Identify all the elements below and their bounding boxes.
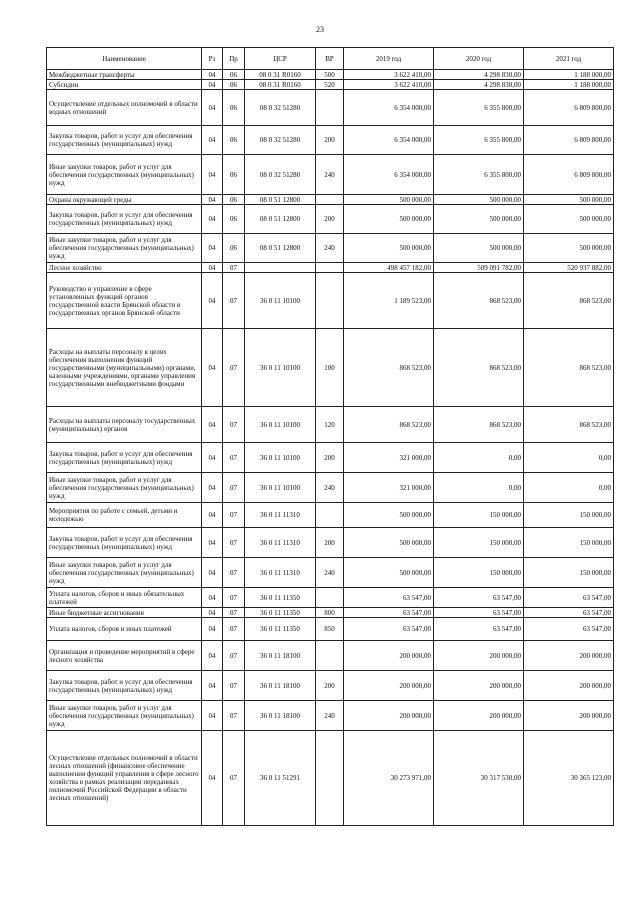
row-vr: 200 xyxy=(316,443,344,473)
row-pr: 06 xyxy=(223,195,245,205)
row-name: Лесное хозяйство xyxy=(47,263,202,273)
row-pr: 06 xyxy=(223,126,245,155)
row-pr: 07 xyxy=(223,263,245,273)
row-amount-2019: 30 273 971,00 xyxy=(344,731,434,826)
row-csr: 08 0 32 51280 xyxy=(245,155,316,195)
row-amount-2019: 500 000,00 xyxy=(344,528,434,558)
row-amount-2019: 3 622 410,00 xyxy=(344,70,434,80)
row-pr: 07 xyxy=(223,273,245,329)
row-amount-2021: 63 547,00 xyxy=(524,618,614,641)
row-csr: 36 0 11 10100 xyxy=(245,329,316,407)
row-amount-2020: 150 000,00 xyxy=(434,558,524,588)
table-row xyxy=(47,263,614,273)
row-csr: 08 0 32 51280 xyxy=(245,90,316,126)
row-name: Уплата налогов, сборов и иных платежей xyxy=(47,618,202,641)
table-row xyxy=(47,473,614,503)
row-amount-2019: 63 547,00 xyxy=(344,618,434,641)
row-csr: 36 0 11 18100 xyxy=(245,671,316,701)
table-row xyxy=(47,407,614,443)
row-pr: 06 xyxy=(223,90,245,126)
row-name: Охрана окружающей среды xyxy=(47,195,202,205)
row-pr: 07 xyxy=(223,503,245,528)
row-amount-2021: 6 809 800,00 xyxy=(524,90,614,126)
row-amount-2020: 4 298 830,00 xyxy=(434,80,524,90)
row-pr: 07 xyxy=(223,608,245,618)
row-csr: 36 0 11 11350 xyxy=(245,588,316,608)
row-vr: 240 xyxy=(316,701,344,731)
header-rz: Рз xyxy=(202,48,223,70)
row-amount-2019: 500 000,00 xyxy=(344,234,434,263)
row-amount-2020: 6 355 800,00 xyxy=(434,90,524,126)
row-rz: 04 xyxy=(202,608,223,618)
row-csr: 36 0 11 10100 xyxy=(245,407,316,443)
row-amount-2019: 63 547,00 xyxy=(344,588,434,608)
row-amount-2021: 0,00 xyxy=(524,443,614,473)
row-vr: 200 xyxy=(316,671,344,701)
row-name: Иные закупки товаров, работ и услуг для обеспечения государственных (муниципальных) нужд xyxy=(47,701,202,731)
row-pr: 07 xyxy=(223,407,245,443)
row-rz: 04 xyxy=(202,528,223,558)
row-name: Расходы на выплаты персоналу в целях обеспечения выполнения функций государственными (муниципальными) органами, казенными учреждениями, органами управления государственными внебюджетными фондами xyxy=(47,329,202,407)
row-vr xyxy=(316,195,344,205)
row-name: Закупка товаров, работ и услуг для обеспечения государственных (муниципальных) нужд xyxy=(47,205,202,234)
row-amount-2021: 150 000,00 xyxy=(524,503,614,528)
row-pr: 07 xyxy=(223,618,245,641)
row-amount-2021: 6 809 800,00 xyxy=(524,126,614,155)
row-rz: 04 xyxy=(202,407,223,443)
row-csr: 08 0 51 12800 xyxy=(245,234,316,263)
row-amount-2019: 200 000,00 xyxy=(344,641,434,671)
row-pr: 06 xyxy=(223,205,245,234)
row-amount-2020: 200 000,00 xyxy=(434,671,524,701)
row-csr: 08 0 51 12800 xyxy=(245,195,316,205)
row-rz: 04 xyxy=(202,126,223,155)
row-name: Мероприятия по работе с семьей, детьми и молодежью xyxy=(47,503,202,528)
row-vr: 100 xyxy=(316,329,344,407)
row-vr: 800 xyxy=(316,608,344,618)
row-amount-2020: 509 091 782,00 xyxy=(434,263,524,273)
row-vr: 240 xyxy=(316,155,344,195)
row-vr: 520 xyxy=(316,80,344,90)
table-row xyxy=(47,70,614,80)
row-vr xyxy=(316,588,344,608)
row-rz: 04 xyxy=(202,701,223,731)
table-row xyxy=(47,731,614,826)
table-row xyxy=(47,273,614,329)
row-vr: 240 xyxy=(316,234,344,263)
row-amount-2020: 500 000,00 xyxy=(434,195,524,205)
row-vr xyxy=(316,731,344,826)
row-vr: 240 xyxy=(316,473,344,503)
row-amount-2020: 6 355 800,00 xyxy=(434,155,524,195)
row-vr xyxy=(316,90,344,126)
table-body xyxy=(47,70,614,826)
table-row xyxy=(47,528,614,558)
row-amount-2021: 868 523,00 xyxy=(524,329,614,407)
row-pr: 07 xyxy=(223,701,245,731)
budget-table xyxy=(46,47,614,826)
row-rz: 04 xyxy=(202,205,223,234)
row-csr: 36 0 11 11310 xyxy=(245,558,316,588)
row-amount-2019: 500 000,00 xyxy=(344,205,434,234)
row-vr xyxy=(316,273,344,329)
row-csr: 36 0 11 10100 xyxy=(245,473,316,503)
row-amount-2021: 200 000,00 xyxy=(524,671,614,701)
row-vr xyxy=(316,641,344,671)
row-amount-2020: 868 523,00 xyxy=(434,329,524,407)
row-vr: 120 xyxy=(316,407,344,443)
row-amount-2020: 150 000,00 xyxy=(434,503,524,528)
row-name: Осуществление отдельных полномочий в области лесных отношений (финансовое обеспечение выполнения функций управления в сфере лесного хозяйства в рамках реализации переданных полномочий Российской Федерации в области лесных отношений) xyxy=(47,731,202,826)
table-row xyxy=(47,608,614,618)
row-amount-2020: 0,00 xyxy=(434,443,524,473)
row-amount-2021: 1 188 000,00 xyxy=(524,70,614,80)
row-csr: 36 0 11 18100 xyxy=(245,701,316,731)
row-amount-2020: 200 000,00 xyxy=(434,701,524,731)
header-csr: ЦСР xyxy=(245,48,316,70)
row-vr: 200 xyxy=(316,126,344,155)
row-amount-2019: 868 523,00 xyxy=(344,407,434,443)
row-rz: 04 xyxy=(202,641,223,671)
row-amount-2019: 321 000,00 xyxy=(344,443,434,473)
table-row xyxy=(47,90,614,126)
row-amount-2020: 150 000,00 xyxy=(434,528,524,558)
table-row xyxy=(47,588,614,608)
row-csr: 36 0 11 11310 xyxy=(245,503,316,528)
row-amount-2019: 200 000,00 xyxy=(344,671,434,701)
row-name: Уплата налогов, сборов и иных обязательных платежей xyxy=(47,588,202,608)
row-amount-2021: 868 523,00 xyxy=(524,273,614,329)
table-row xyxy=(47,80,614,90)
row-amount-2020: 30 317 530,00 xyxy=(434,731,524,826)
row-pr: 07 xyxy=(223,671,245,701)
row-rz: 04 xyxy=(202,443,223,473)
row-amount-2019: 6 354 000,00 xyxy=(344,90,434,126)
table-row xyxy=(47,443,614,473)
row-pr: 06 xyxy=(223,234,245,263)
row-name: Иные закупки товаров, работ и услуг для обеспечения государственных (муниципальных) нужд xyxy=(47,234,202,263)
row-rz: 04 xyxy=(202,155,223,195)
table-header-row xyxy=(47,48,614,70)
row-name: Закупка товаров, работ и услуг для обеспечения государственных (муниципальных) нужд xyxy=(47,443,202,473)
row-vr xyxy=(316,263,344,273)
row-amount-2020: 200 000,00 xyxy=(434,641,524,671)
header-2019: 2019 год xyxy=(344,48,434,70)
row-pr: 07 xyxy=(223,641,245,671)
row-pr: 06 xyxy=(223,70,245,80)
row-rz: 04 xyxy=(202,329,223,407)
row-rz: 04 xyxy=(202,273,223,329)
row-amount-2021: 150 000,00 xyxy=(524,528,614,558)
row-name: Закупка товаров, работ и услуг для обеспечения государственных (муниципальных) нужд xyxy=(47,126,202,155)
row-csr: 36 0 11 11310 xyxy=(245,528,316,558)
row-vr: 850 xyxy=(316,618,344,641)
row-amount-2021: 500 000,00 xyxy=(524,234,614,263)
row-pr: 07 xyxy=(223,443,245,473)
row-csr: 36 0 11 10100 xyxy=(245,273,316,329)
row-amount-2021: 63 547,00 xyxy=(524,588,614,608)
page-number: 23 xyxy=(316,25,324,34)
row-pr: 07 xyxy=(223,528,245,558)
row-name: Иные закупки товаров, работ и услуг для обеспечения государственных (муниципальных) нужд xyxy=(47,558,202,588)
row-amount-2021: 0,00 xyxy=(524,473,614,503)
row-csr: 36 0 11 11350 xyxy=(245,608,316,618)
row-name: Иные бюджетные ассигнования xyxy=(47,608,202,618)
row-amount-2021: 500 000,00 xyxy=(524,195,614,205)
row-amount-2019: 500 000,00 xyxy=(344,558,434,588)
table-row xyxy=(47,234,614,263)
table-row xyxy=(47,155,614,195)
row-amount-2021: 150 000,00 xyxy=(524,558,614,588)
row-vr: 240 xyxy=(316,558,344,588)
row-rz: 04 xyxy=(202,671,223,701)
row-amount-2019: 63 547,00 xyxy=(344,608,434,618)
row-amount-2021: 63 547,00 xyxy=(524,608,614,618)
row-rz: 04 xyxy=(202,588,223,608)
row-name: Осуществление отдельных полномочий в области водных отношений xyxy=(47,90,202,126)
table-row xyxy=(47,126,614,155)
row-rz: 04 xyxy=(202,80,223,90)
header-vr: ВР xyxy=(316,48,344,70)
row-amount-2019: 868 523,00 xyxy=(344,329,434,407)
row-name: Межбюджетные трансферты xyxy=(47,70,202,80)
row-rz: 04 xyxy=(202,558,223,588)
row-pr: 07 xyxy=(223,473,245,503)
row-amount-2021: 200 000,00 xyxy=(524,641,614,671)
row-rz: 04 xyxy=(202,90,223,126)
table-row xyxy=(47,671,614,701)
row-pr: 07 xyxy=(223,588,245,608)
row-amount-2019: 200 000,00 xyxy=(344,701,434,731)
row-name: Субсидии xyxy=(47,80,202,90)
row-amount-2021: 1 188 000,00 xyxy=(524,80,614,90)
row-amount-2019: 6 354 000,00 xyxy=(344,126,434,155)
row-amount-2021: 500 000,00 xyxy=(524,205,614,234)
row-amount-2019: 500 000,00 xyxy=(344,503,434,528)
row-rz: 04 xyxy=(202,234,223,263)
row-rz: 04 xyxy=(202,503,223,528)
row-amount-2021: 200 000,00 xyxy=(524,701,614,731)
row-vr: 200 xyxy=(316,528,344,558)
row-rz: 04 xyxy=(202,263,223,273)
row-csr: 08 0 32 51280 xyxy=(245,126,316,155)
row-pr: 07 xyxy=(223,558,245,588)
row-amount-2020: 500 000,00 xyxy=(434,205,524,234)
row-vr xyxy=(316,503,344,528)
row-amount-2019: 500 000,00 xyxy=(344,195,434,205)
table-row xyxy=(47,641,614,671)
row-amount-2019: 321 000,00 xyxy=(344,473,434,503)
header-2020: 2020 год xyxy=(434,48,524,70)
row-name: Руководство и управление в сфере установленных функций органов государственной власти Брянской области и государственных органов Брянской области xyxy=(47,273,202,329)
row-amount-2021: 868 523,00 xyxy=(524,407,614,443)
row-vr: 200 xyxy=(316,205,344,234)
row-name: Иные закупки товаров, работ и услуг для обеспечения государственных (муниципальных) нужд xyxy=(47,155,202,195)
row-amount-2019: 1 189 523,00 xyxy=(344,273,434,329)
table-row xyxy=(47,503,614,528)
row-csr: 36 0 11 18100 xyxy=(245,641,316,671)
row-csr: 36 0 11 10100 xyxy=(245,443,316,473)
row-amount-2020: 868 523,00 xyxy=(434,407,524,443)
table-row xyxy=(47,195,614,205)
row-amount-2021: 30 365 123,00 xyxy=(524,731,614,826)
row-csr: 36 0 11 11350 xyxy=(245,618,316,641)
row-amount-2020: 63 547,00 xyxy=(434,588,524,608)
row-csr: 36 0 11 51291 xyxy=(245,731,316,826)
header-name: Наименование xyxy=(47,48,202,70)
row-amount-2020: 4 298 830,00 xyxy=(434,70,524,80)
row-rz: 04 xyxy=(202,70,223,80)
row-csr xyxy=(245,263,316,273)
row-amount-2020: 6 355 800,00 xyxy=(434,126,524,155)
header-2021: 2021 год xyxy=(524,48,614,70)
row-amount-2019: 6 354 000,00 xyxy=(344,155,434,195)
row-amount-2020: 500 000,00 xyxy=(434,234,524,263)
header-pr: Пр xyxy=(223,48,245,70)
table-row xyxy=(47,329,614,407)
table-row xyxy=(47,205,614,234)
row-name: Закупка товаров, работ и услуг для обеспечения государственных (муниципальных) нужд xyxy=(47,528,202,558)
row-amount-2020: 63 547,00 xyxy=(434,618,524,641)
row-amount-2021: 6 809 800,00 xyxy=(524,155,614,195)
row-name: Организация и проведение мероприятий в сфере лесного хозяйства xyxy=(47,641,202,671)
table-row xyxy=(47,701,614,731)
row-csr: 08 0 31 R0160 xyxy=(245,70,316,80)
row-pr: 07 xyxy=(223,731,245,826)
table-row xyxy=(47,618,614,641)
row-name: Расходы на выплаты персоналу государственных (муниципальных) органов xyxy=(47,407,202,443)
row-vr: 500 xyxy=(316,70,344,80)
row-amount-2019: 498 457 182,00 xyxy=(344,263,434,273)
row-amount-2020: 868 523,00 xyxy=(434,273,524,329)
row-name: Закупка товаров, работ и услуг для обеспечения государственных (муниципальных) нужд xyxy=(47,671,202,701)
row-rz: 04 xyxy=(202,731,223,826)
row-amount-2019: 3 622 410,00 xyxy=(344,80,434,90)
row-csr: 08 0 51 12800 xyxy=(245,205,316,234)
row-amount-2020: 63 547,00 xyxy=(434,608,524,618)
row-name: Иные закупки товаров, работ и услуг для обеспечения государственных (муниципальных) нужд xyxy=(47,473,202,503)
row-amount-2020: 0,00 xyxy=(434,473,524,503)
row-pr: 06 xyxy=(223,80,245,90)
row-pr: 06 xyxy=(223,155,245,195)
row-rz: 04 xyxy=(202,473,223,503)
table-row xyxy=(47,558,614,588)
row-rz: 04 xyxy=(202,618,223,641)
row-csr: 08 0 31 R0160 xyxy=(245,80,316,90)
row-amount-2021: 520 937 882,00 xyxy=(524,263,614,273)
row-pr: 07 xyxy=(223,329,245,407)
row-rz: 04 xyxy=(202,195,223,205)
